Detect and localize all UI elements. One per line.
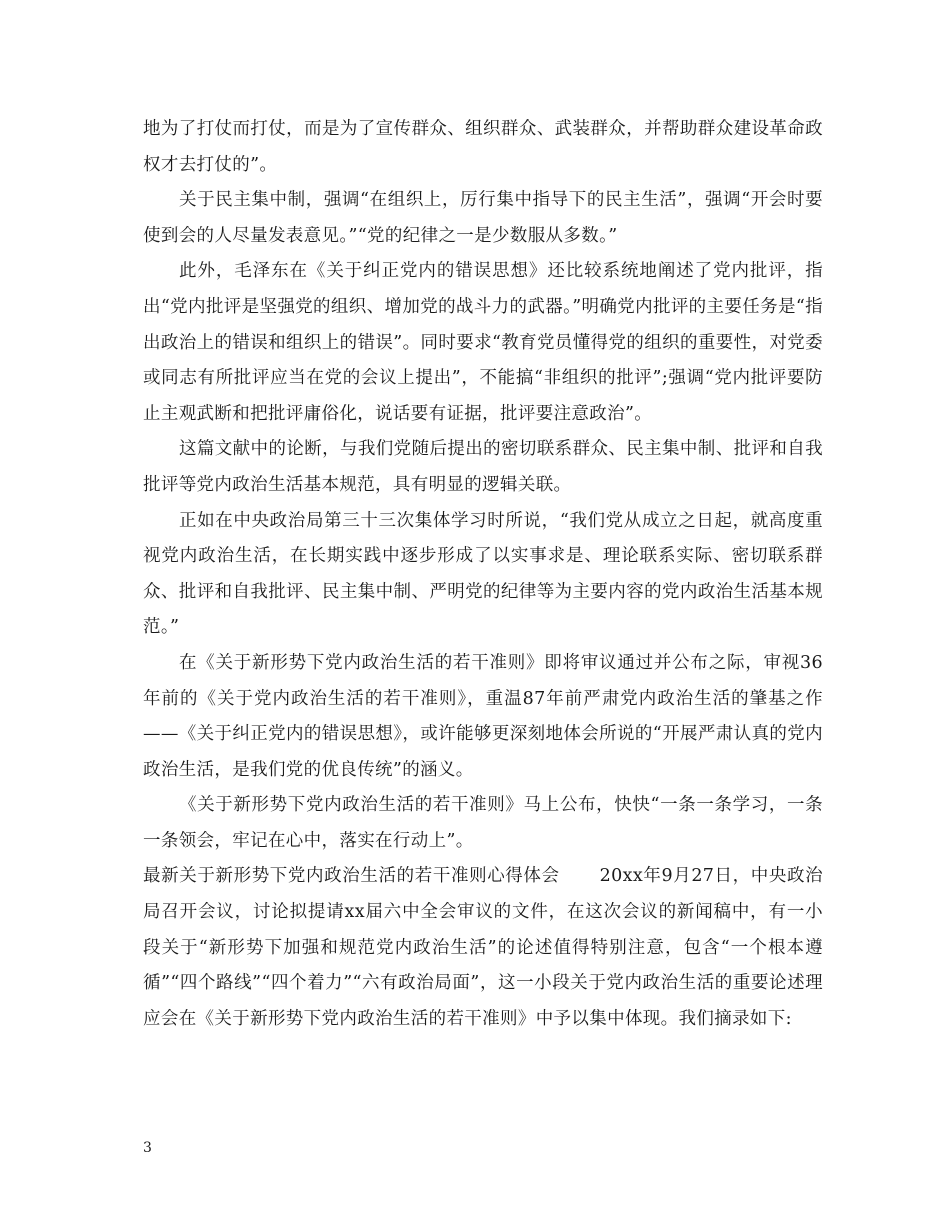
paragraph: 地为了打仗而打仗，而是为了宣传群众、组织群众、武装群众，并帮助群众建设革命政权才去打仗的”。 — [143, 119, 823, 175]
paragraph: 正如在中央政治局第三十三次集体学习时所说，“我们党从成立之日起，就高度重视党内政治生活，在长期实践中逐步形成了以实事求是、理论联系实际、密切联系群众、批评和自我批评、民主集中制、严明党的纪律等为主要内容的党内政治生活基本规范。” — [143, 510, 823, 638]
paragraph: 在《关于新形势下党内政治生活的若干准则》即将审议通过并公布之际，审视36年前的《关于党内政治生活的若干准则》，重温87年前严肃党内政治生活的肇基之作——《关于纠正党内的错误思想》，或许能够更深刻地体会所说的“开展严肃认真的党内政治生活，是我们党的优良传统”的涵义。 — [143, 652, 823, 780]
paragraph: 《关于新形势下党内政治生活的若干准则》马上公布，快快“一条一条学习，一条一条领会，牢记在心中，落实在行动上”。 — [143, 795, 823, 851]
article-body: 20xx年9月27日，中央政治局召开会议，讨论拟提请xx届六中全会审议的文件，在这次会议的新闻稿中，有一小段关于“新形势下加强和规范党内政治生活”的论述值得特别注意，包含“一个根本遵循”“四个路线”“四个着力”“六有政治局面”，这一小段关于党内政治生活的重要论述理应会在《关于新形势下党内政治生活的若干准则》中予以集中体现。我们摘录如下: — [143, 866, 823, 1029]
page-number: 3 — [143, 1140, 152, 1156]
paragraph: 这篇文献中的论断，与我们党随后提出的密切联系群众、民主集中制、批评和自我批评等党内政治生活基本规范，具有明显的逻辑关联。 — [143, 439, 823, 495]
paragraph: 此外，毛泽东在《关于纠正党内的错误思想》还比较系统地阐述了党内批评，指出“党内批评是坚强党的组织、增加党的战斗力的武器。”明确党内批评的主要任务是“指出政治上的错误和组织上的错误”。同时要求“教育党员懂得党的组织的重要性，对党委或同志有所批评应当在党的会议上提出”，不能搞“非组织的批评”;强调“党内批评要防止主观武断和把批评庸俗化，说话要有证据，批评要注意政治”。 — [143, 261, 823, 424]
article-heading: 最新关于新形势下党内政治生活的若干准则心得体会 — [143, 866, 560, 887]
paragraph: 关于民主集中制，强调“在组织上，厉行集中指导下的民主生活”，强调“开会时要使到会的人尽量发表意见。”“党的纪律之一是少数服从多数。” — [143, 190, 823, 246]
article-paragraph — [143, 859, 823, 1037]
document-body — [143, 112, 823, 1037]
